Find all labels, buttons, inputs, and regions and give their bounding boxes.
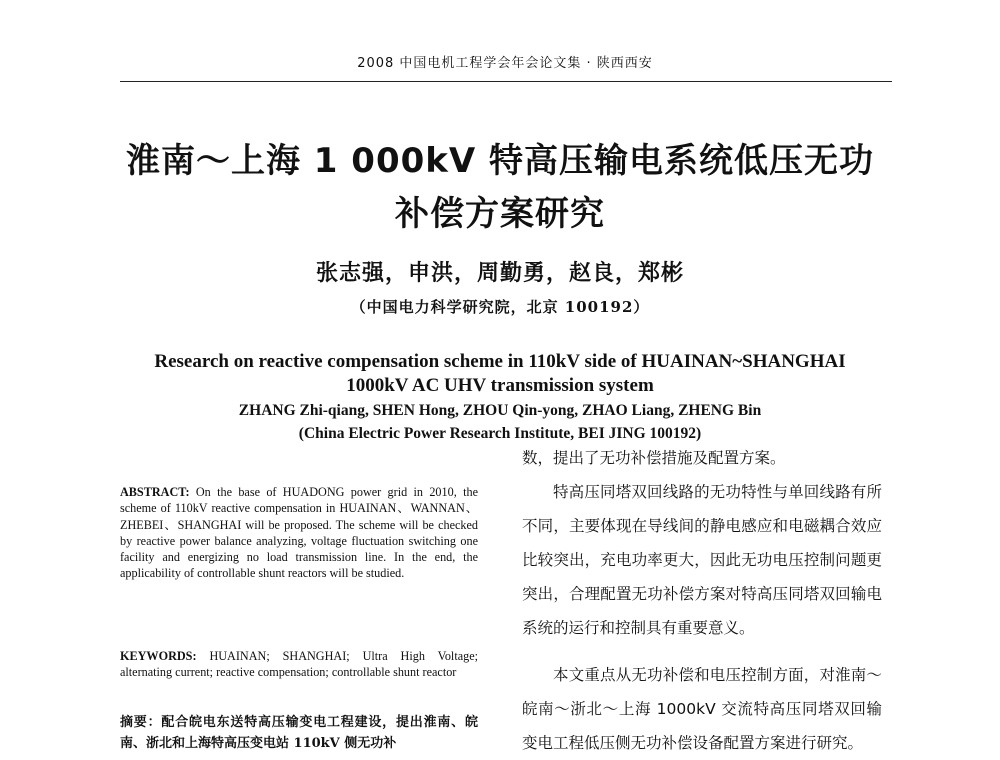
- title-en-line2: 1000kV AC UHV transmission system: [346, 375, 654, 396]
- abstract-cn-text: 配合皖电东送特高压输变电工程建设，提出淮南、皖南、浙北和上海特高压变电站 110kV 侧无功补: [120, 715, 478, 751]
- title-en-line1: Research on reactive compensation scheme in 110kV side of HUAINAN~SHANGHAI: [154, 351, 846, 372]
- abstract-en-text: On the base of HUADONG power grid in 2010, the scheme of 110kV reactive compensation in HUAINAN、WANNAN、ZHEBEI、SHANGHAI will be proposed. The scheme will be checked by reactive power balance analyzing, voltage fluctuation switching one facility and energizing no load transmission line. In the end, the applicability of controllable shunt reactors will be studied.: [120, 485, 478, 581]
- abstract-cn: [120, 712, 478, 754]
- keywords-en-label: KEYWORDS:: [120, 649, 197, 663]
- abstract-en-label: ABSTRACT:: [120, 485, 190, 499]
- authors-en: ZHANG Zhi-qiang, SHEN Hong, ZHOU Qin-yong, ZHAO Liang, ZHENG Bin: [238, 402, 762, 419]
- title-cn-line2: 补偿方案研究: [395, 194, 605, 234]
- title-cn-line1: 淮南～上海 1 000kV 特高压输电系统低压无功: [125, 141, 875, 181]
- body-paragraph-3: 本文重点从无功补偿和电压控制方面，对淮南～皖南～浙北～上海 1000kV 交流特高压同塔双回输变电工程低压侧无功补偿设备配置方案进行研究。: [522, 666, 882, 752]
- affiliation-en: (China Electric Power Research Institute, BEI JING 100192): [298, 425, 702, 442]
- running-head: 2008 中国电机工程学会年会论文集 · 陕西西安: [357, 56, 653, 71]
- body-paragraph-2: 特高压同塔双回线路的无功特性与单回线路有所不同，主要体现在导线间的静电感应和电磁耦合效应比较突出，充电功率更大，因此无功电压控制问题更突出，合理配置无功补偿方案对特高压同塔双回输电系统的运行和控制具有重要意义。: [522, 483, 882, 637]
- header-rule: [120, 81, 892, 82]
- body-paragraph-1: 数，提出了无功补偿措施及配置方案。: [522, 449, 786, 467]
- authors-cn: 张志强，申洪，周勤勇，赵良，郑彬: [315, 260, 684, 286]
- abstract-cn-label: 摘要：: [120, 715, 162, 730]
- affiliation-cn: （中国电力科学研究院，北京 100192）: [350, 298, 650, 316]
- abstract-en: [120, 484, 478, 582]
- keywords-en-text: HUAINAN; SHANGHAI; Ultra High Voltage; alternating current; reactive compensation; controllable shunt reactor: [120, 649, 478, 680]
- keywords-en: [120, 648, 478, 681]
